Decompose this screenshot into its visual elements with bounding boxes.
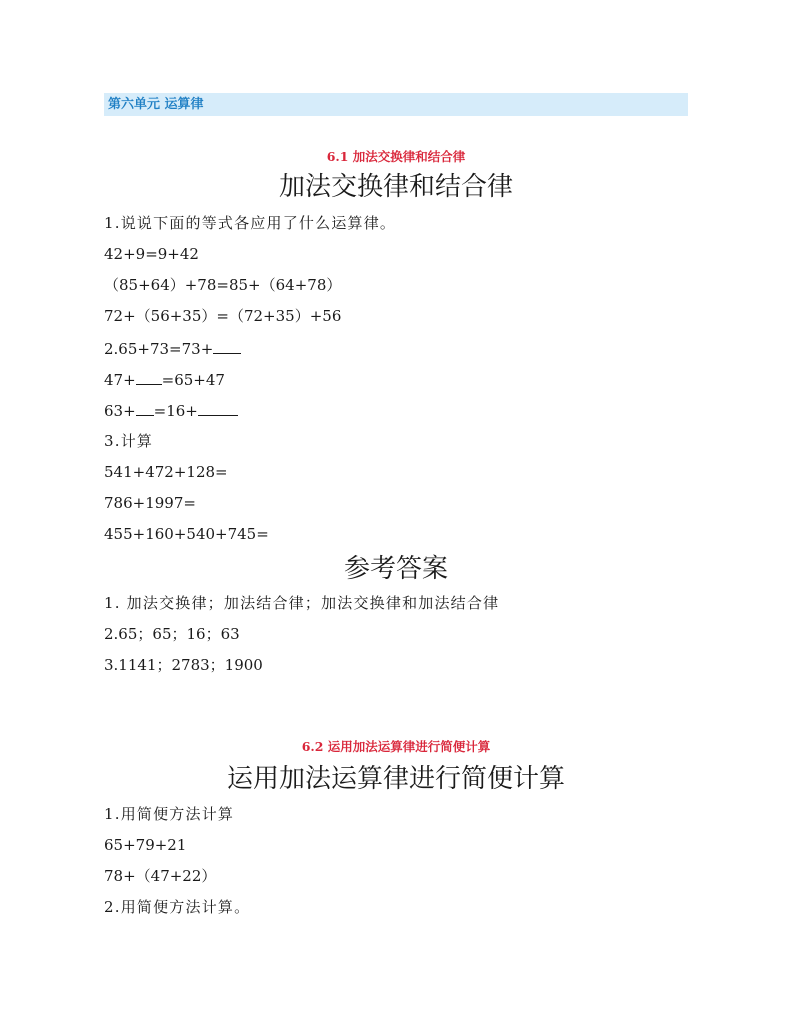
question1-equation-3: 72+（56+35）=（72+35）+56	[104, 307, 342, 325]
question2-line-3-prefix: 63+	[104, 402, 136, 420]
unit-banner: 第六单元 运算律	[104, 93, 688, 116]
question1-equation-2: （85+64）+78=85+（64+78）	[104, 276, 342, 294]
question1-equation-1: 42+9=9+42	[104, 245, 199, 263]
question3-item-2: 786+1997=	[104, 494, 196, 512]
question3-prompt: 3.计算	[104, 432, 154, 450]
section2-subtitle: 6.2 运用加法运算律进行简便计算	[301, 739, 491, 754]
section2-title: 运用加法运算律进行简便计算	[226, 764, 565, 794]
answer-2: 2.65；65；16；63	[104, 625, 240, 643]
answers-title: 参考答案	[343, 554, 448, 584]
answer-blank[interactable]	[136, 369, 162, 385]
answer-3: 3.1141；2783；1900	[104, 656, 263, 674]
question2-line-2-prefix: 47+	[104, 371, 136, 389]
section1-title: 加法交换律和结合律	[278, 172, 513, 202]
question2-line-1	[104, 338, 241, 359]
question2-line-2	[104, 369, 225, 390]
question3-item-1: 541+472+128=	[104, 463, 228, 481]
section2-question1-prompt: 1.用简便方法计算	[104, 805, 235, 823]
question2-line-3	[104, 400, 238, 421]
question1-prompt: 1.说说下面的等式各应用了什么运算律。	[104, 214, 397, 232]
section1-subtitle: 6.1 加法交换律和结合律	[326, 149, 466, 164]
question3-item-3: 455+160+540+745=	[104, 525, 269, 543]
section2-question1-item-2: 78+（47+22）	[104, 867, 217, 885]
answer-blank[interactable]	[213, 338, 241, 354]
answer-blank[interactable]	[136, 400, 154, 416]
section2-question1-item-1: 65+79+21	[104, 836, 187, 854]
question2-line-1-text: 2.65+73=73+	[104, 340, 214, 358]
question2-line-3-middle: =16+	[153, 402, 198, 420]
section2-question2-prompt: 2.用简便方法计算。	[104, 898, 251, 916]
answer-blank[interactable]	[198, 400, 238, 416]
question2-line-2-suffix: =65+47	[161, 371, 225, 389]
answer-1: 1. 加法交换律；加法结合律；加法交换律和加法结合律	[104, 594, 500, 612]
